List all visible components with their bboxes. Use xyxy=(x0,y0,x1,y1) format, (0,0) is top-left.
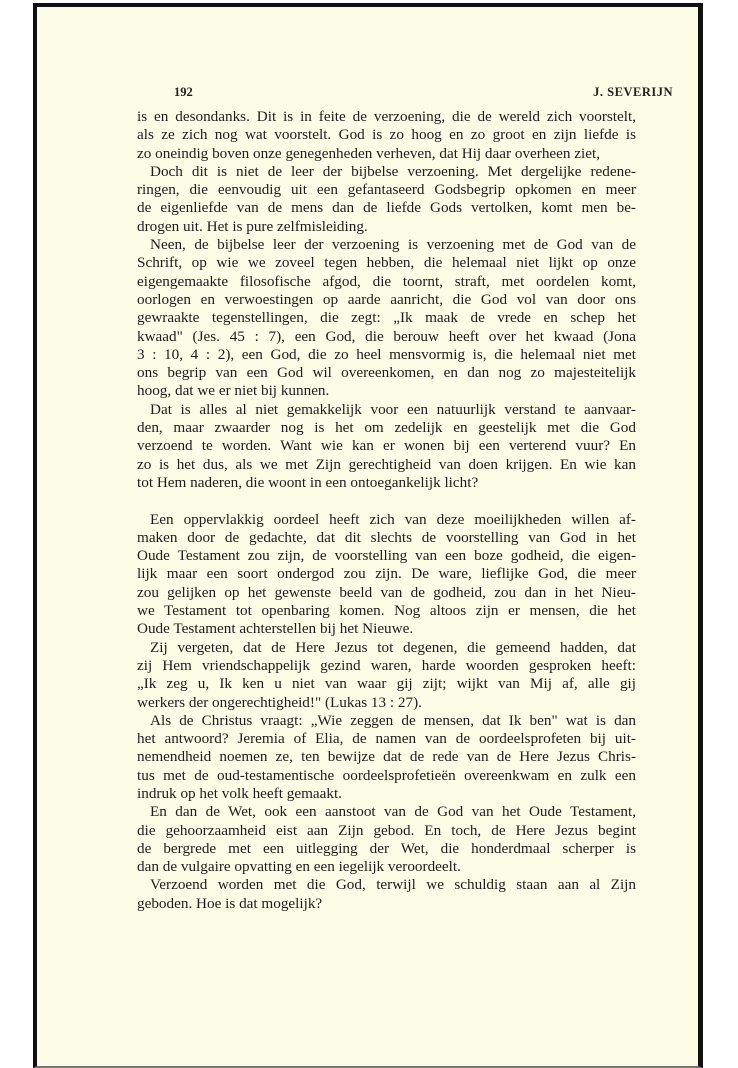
paragraph xyxy=(137,639,636,712)
paragraph xyxy=(137,511,636,639)
text-line: Schrift, op wie we zoveel tegen hebben, die helemaal niet lijkt op onze xyxy=(137,254,636,272)
text-line: Oude Testament zou zijn, de voorstelling van een boze godheid, die eigen- xyxy=(137,547,636,565)
text-line: Een oppervlakkig oordeel heeft zich van deze moeilijkheden willen af- xyxy=(150,510,636,528)
text-line: de eigenliefde van de mens dan de liefde Gods vertolken, komt men be- xyxy=(137,199,636,217)
text-line: eigengemaakte filosofische afgod, die toornt, straft, met oordelen komt, xyxy=(137,272,636,290)
text-line: zo oneindig boven onze genegenheden verheven, dat Hij daar overheen ziet, xyxy=(137,144,601,162)
text-line: hoog, dat we er niet bij kunnen. xyxy=(137,382,330,400)
text-line: zij Hem vriendschappelijk gezind waren, harde woorden gesproken heeft: xyxy=(137,656,636,674)
running-header xyxy=(174,85,673,103)
text-line: zou gelijken op het gewenste beeld van de godheid, zou dan in het Nieu- xyxy=(137,583,636,601)
text-line: als ze zich nog wat voorstelt. God is zo hoog en zo groot en zijn liefde is xyxy=(137,126,636,144)
text-line: Neen, de bijbelse leer der verzoening is verzoening met de God van de xyxy=(150,236,636,254)
text-line: we Testament tot openbaring komen. Nog altoos zijn er mensen, die het xyxy=(137,602,636,620)
text-line: is en desondanks. Dit is in feite de verzoening, die de wereld zich voorstelt, xyxy=(137,108,636,125)
text-line: die gehoorzaamheid eist aan Zijn gebod. En toch, de Here Jezus begint xyxy=(137,821,636,839)
text-line: kwaad" (Jes. 45 : 7), een God, die berouw heeft over het kwaad (Jona xyxy=(137,327,636,345)
text-line: ons begrip van een God wil overeenkomen, en dan nog zo majesteitelijk xyxy=(137,364,636,382)
text-line: En dan de Wet, ook een aanstoot van de God van het Oude Testament, xyxy=(150,803,636,821)
text-line: ringen, die eenvoudig uit een gefantaseerd Godsbegrip opkomen en meer xyxy=(137,181,636,199)
body-text xyxy=(137,108,636,913)
paragraph xyxy=(137,803,636,876)
text-line: lijk maar een soort ondergod zou zijn. De ware, lieflijke God, die meer xyxy=(137,565,636,583)
text-line: nemendheid noemen ze, ten bewijze dat de rede van de Here Jezus Chris- xyxy=(137,748,636,766)
text-line: tus met de oud-testamentische oordeelsprofetieën overeenkwam en zulk een xyxy=(137,766,636,784)
paragraph xyxy=(137,236,636,401)
text-line: Dat is alles al niet gemakkelijk voor een natuurlijk verstand te aanvaar- xyxy=(150,400,636,418)
text-line: de bergrede met een uitlegging der Wet, die honderdmaal scherper is xyxy=(137,839,636,857)
text-line: 3 : 10, 4 : 2), een God, die zo heel mensvormig is, die helemaal niet met xyxy=(137,345,636,363)
text-line: den, maar zwaarder nog is het om zedelijk en geestelijk met die God xyxy=(137,419,636,437)
text-line: Als de Christus vraagt: „Wie zeggen de mensen, dat Ik ben" wat is dan xyxy=(150,711,636,729)
paragraph xyxy=(137,876,636,913)
text-line: Zij vergeten, dat de Here Jezus tot degenen, die gemeend hadden, dat xyxy=(150,638,636,656)
text-line: tot Hem naderen, die woont in een ontoegankelijk licht? xyxy=(137,473,479,491)
text-line: maken door de gedachte, dat dit slechts de voorstelling van God in het xyxy=(137,528,636,546)
text-line: dan de vulgaire opvatting en een iegelijk veroordeelt. xyxy=(137,858,461,876)
page-number: 192 xyxy=(174,85,193,99)
paragraph xyxy=(137,163,636,236)
text-line: drogen uit. Het is pure zelfmisleiding. xyxy=(137,217,368,235)
running-header-author: J. SEVERIJN xyxy=(593,85,673,99)
text-line: „Ik zeg u, Ik ken u niet van waar gij zijt; wijkt van Mij af, alle gij xyxy=(137,675,636,693)
paragraph xyxy=(137,712,636,803)
text-line: Doch dit is niet de leer der bijbelse verzoening. Met dergelijke redene- xyxy=(150,162,636,180)
text-line: verzoend te worden. Want wie kan er wonen bij een verterend vuur? En xyxy=(137,437,636,455)
text-line: het antwoord? Jeremia of Elia, de namen van de oordeelsprofeten bij uit- xyxy=(137,730,636,748)
text-line: gewraakte tegenstellingen, die zegt: „Ik maak de vrede en schep het xyxy=(137,309,636,327)
text-line: geboden. Hoe is dat mogelijk? xyxy=(137,894,323,912)
text-line: Verzoend worden met die God, terwijl we schuldig staan aan al Zijn xyxy=(150,876,636,894)
paragraph xyxy=(137,401,636,492)
text-line: oorlogen en verwoestingen op aarde aanricht, die God vol van door ons xyxy=(137,290,636,308)
paragraph xyxy=(137,108,636,163)
text-line: zo is het dus, als we met Zijn gerechtigheid van doen krijgen. En wie kan xyxy=(137,455,636,473)
text-line: Oude Testament achterstellen bij het Nieuwe. xyxy=(137,620,414,638)
text-line: werkers der ongerechtigheid!" (Lukas 13 : 27). xyxy=(137,693,422,711)
text-line: indruk op het volk heeft gemaakt. xyxy=(137,784,342,802)
